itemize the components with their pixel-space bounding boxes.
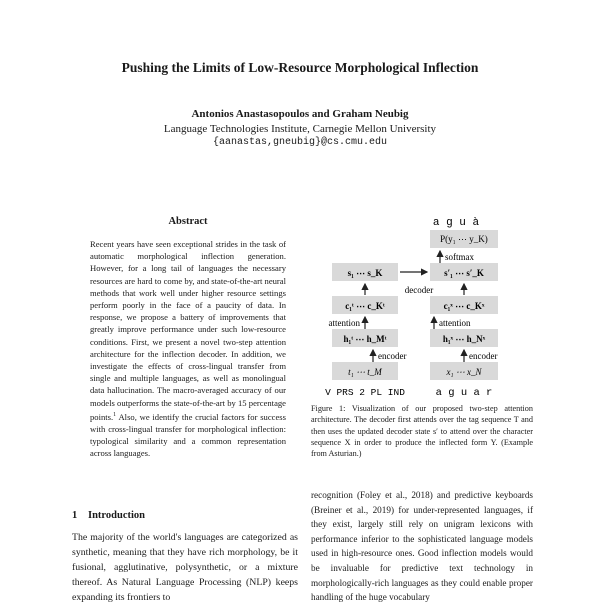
paper-title: Pushing the Limits of Low-Resource Morphological Inflection [121, 60, 479, 75]
footnote-mark: 1 [113, 411, 117, 418]
figure-architecture [310, 205, 535, 400]
right-column-text: recognition (Foley et al., 2018) and predictive keyboards (Breiner et al., 2019) for under-represented languages, if they exist, largely still rely on unigram lexicons with performance inferior to the sophisticated language models used in high-resource ones. Good inflection models would be invaluable for predictive text technology in morphologically-rich languages as they could enable proper handling of the huge vocabulary [311, 490, 533, 603]
paper-affiliation: Language Technologies Institute, Carnegie Mellon University [163, 123, 437, 135]
section-number: 1 [72, 510, 78, 521]
context-right: c₁ˣ ⋯ c_Kˣ [443, 301, 485, 311]
char-inputs: x₁ ⋯ x_N [446, 367, 482, 377]
section-title: Introduction [88, 510, 145, 521]
char-states: h₁ˣ ⋯ h_Nˣ [442, 334, 486, 344]
input-word: a g u a r [435, 387, 493, 399]
output-word: a g u à [432, 217, 480, 229]
abstract-text: Recent years have seen exceptional strides in the task of automatic morphological inflection generation. However, for a long tail of languages the necessary resources are hard to come by, and state-of-the-art neural methods that work well under higher resource settings perform poorly in the face of a paucity of data. In response, we propose a battery of improvements that greatly improve performance under such low-resource conditions. First, we present a novel two-step attention architecture for the inflection decoder. In addition, we investigate the effects of cross-lingual transfer from single and multiple languages, as well as monolingual data hallucination. The macro-averaged accuracy of our models outperforms the state-of-the-art by 15 percentage points. [90, 239, 286, 422]
abstract-body [90, 238, 286, 460]
section-heading [72, 510, 145, 521]
abstract-heading: Abstract [168, 216, 208, 227]
tag-states: h₁ᵗ ⋯ h_Mᵗ [343, 334, 387, 344]
probability-label: P(y₁ ⋯ y_K) [440, 234, 488, 244]
paper-email: {aanastas,gneubig}@cs.cmu.edu [212, 137, 388, 148]
decoder-state-right: s′₁ ⋯ s′_K [444, 268, 484, 278]
attention-label-right: attention [439, 318, 471, 328]
tag-sequence: V PRS 2 PL IND [325, 387, 405, 398]
paper-authors: Antonios Anastasopoulos and Graham Neubig [191, 108, 409, 120]
decoder-state-left: s₁ ⋯ s_K [347, 268, 383, 278]
encoder-label-left: encoder [378, 351, 407, 361]
tag-inputs: t₁ ⋯ t_M [348, 367, 382, 377]
abstract-text-continued: Also, we identify the crucial factors for success with cross-lingual transfer for morphological inflection: typological similarity and a common representation across languages. [90, 411, 286, 459]
figure-caption: Figure 1: Visualization of our proposed two-step attention architecture. The decoder first attends over the tag sequence T and then uses the updated decoder state s′ to attend over the character sequence X in order to produce the inflected form Y. (Example from Asturian.) [311, 404, 533, 459]
context-left: c₁ᵗ ⋯ c_Kᵗ [345, 301, 385, 311]
softmax-label: softmax [445, 252, 474, 262]
encoder-label-right: encoder [469, 351, 498, 361]
decoder-label: decoder [404, 285, 434, 295]
attention-label-left: attention [328, 318, 360, 328]
introduction-text: The majority of the world's languages are categorized as synthetic, meaning that they have rich morphology, be it fusional, agglutinative, polysynthetic, or a mixture thereof. As Natural Language Processing (NLP) keeps expanding its frontiers to [72, 532, 298, 603]
